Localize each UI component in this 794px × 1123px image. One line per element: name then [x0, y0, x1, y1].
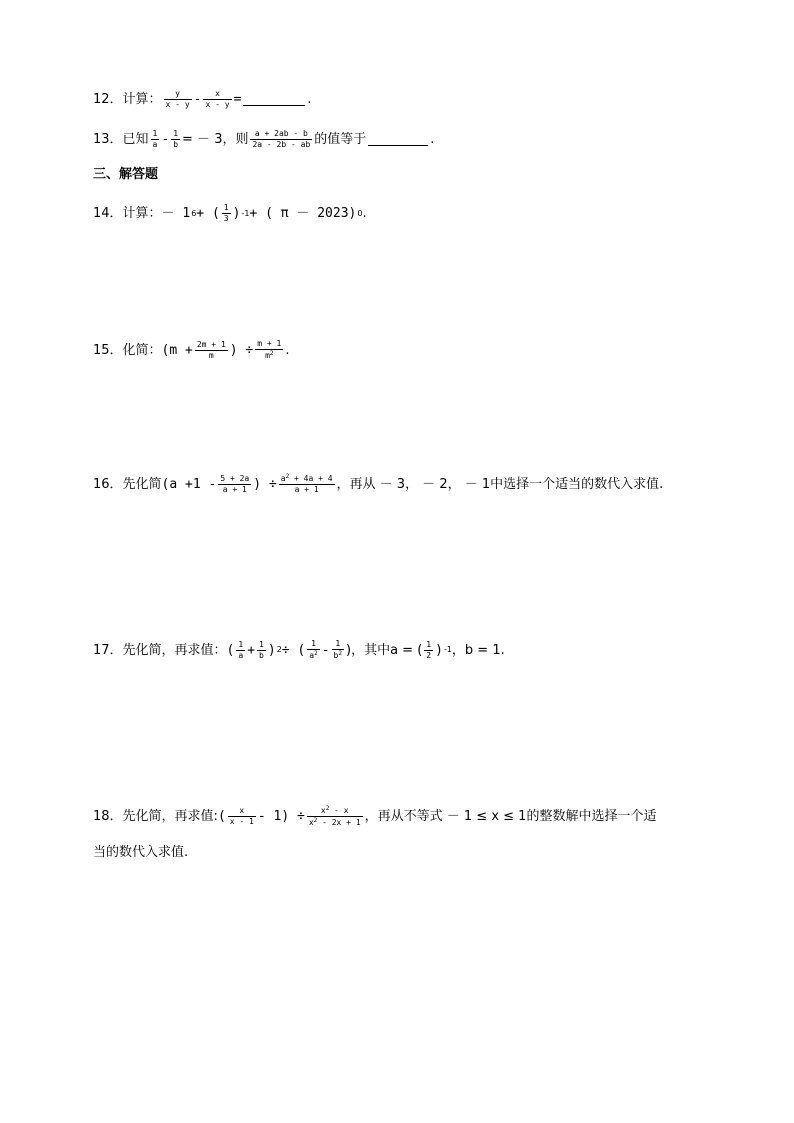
denominator: [263, 351, 275, 360]
question-17: [93, 640, 505, 660]
question-18-continued: [93, 846, 188, 859]
denominator: 2a - 2b - ab: [252, 140, 311, 149]
fraction: [236, 641, 245, 660]
expression-term: (a +1 -: [161, 476, 217, 492]
denominator: [307, 818, 363, 827]
question-18-tail: ，再从不等式 － 1 ≤ x ≤ 1的整数解中选择一个适: [364, 809, 657, 824]
section-heading: [93, 168, 158, 181]
numerator: 1: [223, 203, 229, 212]
question-13-label: 13．已知: [93, 132, 149, 147]
question-18-label: 18．先化简，再求值:: [93, 809, 218, 824]
numerator: [319, 806, 351, 815]
operator: +: [247, 642, 256, 658]
question-13-tail: 的值等于: [314, 132, 367, 147]
numerator: 5 + 2a: [220, 473, 250, 483]
numerator-rest: - x: [329, 806, 349, 815]
numerator: m + 1: [257, 339, 282, 348]
numerator: y: [175, 89, 180, 98]
expression-term: － 1: [161, 206, 191, 221]
numerator: [279, 474, 335, 483]
denominator: [307, 651, 319, 660]
question-18: [93, 806, 656, 827]
question-15: [93, 340, 289, 360]
expression-term: (: [226, 642, 235, 658]
denominator: b: [259, 650, 264, 660]
question-15-label: 15．化简：: [93, 342, 162, 358]
fraction: [279, 474, 335, 494]
denominator-base: b: [333, 651, 339, 660]
denominator: 2: [426, 650, 432, 660]
denominator: a: [152, 140, 158, 149]
condition-text: = － 3，则: [182, 132, 249, 147]
numerator-base: a: [280, 474, 286, 483]
question-17-tail: ，b = 1.: [451, 642, 505, 658]
fraction: [307, 640, 319, 660]
fraction: [250, 130, 312, 149]
fraction: [257, 641, 266, 660]
numerator-rest: + 4a + 4: [289, 474, 333, 483]
expression-term: )，其中a = (: [346, 642, 423, 658]
denominator: b: [173, 140, 179, 149]
fraction: [171, 130, 180, 149]
denominator: a + 1: [294, 485, 319, 494]
numerator: 1: [426, 639, 432, 649]
denominator: m: [208, 350, 214, 360]
exponent: 2: [325, 805, 330, 812]
exponent: 2: [338, 650, 342, 657]
denominator: x - y: [165, 100, 190, 109]
fraction: [228, 807, 256, 826]
exponent: 2: [285, 473, 290, 480]
equals-sign: =: [233, 92, 242, 107]
question-17-label: 17．先化简，再求值：: [93, 642, 227, 658]
expression-term: + (: [196, 206, 220, 221]
operator: -: [161, 132, 170, 147]
exponent: -1: [241, 208, 250, 218]
denominator-base: a: [309, 651, 315, 660]
fraction: [164, 90, 192, 109]
period: .: [307, 92, 312, 107]
expression-term: ): [435, 642, 443, 658]
numerator: 1: [173, 129, 179, 138]
question-14-label: 14．计算：: [93, 206, 162, 221]
numerator: 2m + 1: [196, 339, 226, 349]
expression-term: ): [232, 206, 241, 221]
question-14: [93, 204, 367, 223]
numerator: 1: [259, 639, 264, 649]
expression-term: + ( π － 2023): [249, 206, 357, 221]
fraction: [218, 475, 251, 494]
fraction: [203, 90, 231, 109]
exponent: 2: [314, 650, 318, 657]
period: .: [362, 206, 367, 221]
fraction: [307, 806, 363, 827]
numerator: 1: [152, 129, 158, 138]
denominator-rest: - 2x + 1: [317, 818, 361, 827]
denominator: 3: [223, 214, 229, 223]
operator: -: [193, 92, 202, 107]
period: .: [430, 132, 435, 147]
numerator: a + 2ab - b: [254, 129, 308, 138]
exponent: 0: [357, 208, 363, 218]
exponent: 2: [276, 645, 282, 654]
expression-term: (m +: [161, 342, 193, 358]
denominator: a + 1: [222, 484, 247, 494]
question-18-line2: 当的数代入求值.: [93, 845, 189, 860]
denominator-base: m: [265, 351, 270, 360]
period: .: [285, 342, 290, 358]
expression-term: - 1) ÷: [257, 809, 305, 824]
denominator: a: [238, 650, 244, 660]
denominator: [332, 651, 344, 660]
question-16-label: 16．先化简: [93, 476, 162, 492]
fraction: [151, 130, 160, 149]
question-16-tail: ，再从 － 3， － 2， － 1中选择一个适当的数代入求值.: [336, 476, 664, 492]
question-12-label: 12．计算：: [93, 92, 162, 107]
numerator: 1: [335, 639, 341, 648]
fraction: [255, 340, 283, 360]
exponent: 6: [191, 208, 197, 218]
question-16: [93, 474, 663, 494]
numerator-base: x: [320, 806, 326, 815]
expression-term: (: [217, 809, 226, 824]
numerator: 1: [238, 639, 244, 649]
numerator: x: [239, 806, 245, 815]
fraction: [195, 341, 228, 360]
numerator: 1: [311, 639, 316, 648]
denominator-base: x: [308, 818, 314, 827]
question-13: [93, 130, 434, 149]
denominator: x - 1: [229, 817, 254, 826]
expression-term: ) ÷: [253, 476, 277, 492]
expression-term: ) ÷: [229, 342, 254, 358]
fraction: [424, 641, 433, 660]
expression-term: ): [267, 642, 276, 658]
expression-term: ÷ (: [281, 642, 306, 658]
fraction: [222, 204, 231, 223]
answer-blank[interactable]: [368, 133, 428, 146]
denominator: x - y: [205, 100, 230, 109]
numerator: x: [215, 89, 220, 98]
exponent: 2: [269, 350, 274, 357]
answer-blank[interactable]: [243, 93, 305, 106]
operator: -: [321, 642, 330, 658]
section-title: 三、解答题: [93, 167, 159, 182]
exponent: 2: [313, 817, 318, 824]
exponent: -1: [443, 645, 452, 654]
fraction: [332, 640, 344, 660]
question-12: [93, 90, 312, 109]
